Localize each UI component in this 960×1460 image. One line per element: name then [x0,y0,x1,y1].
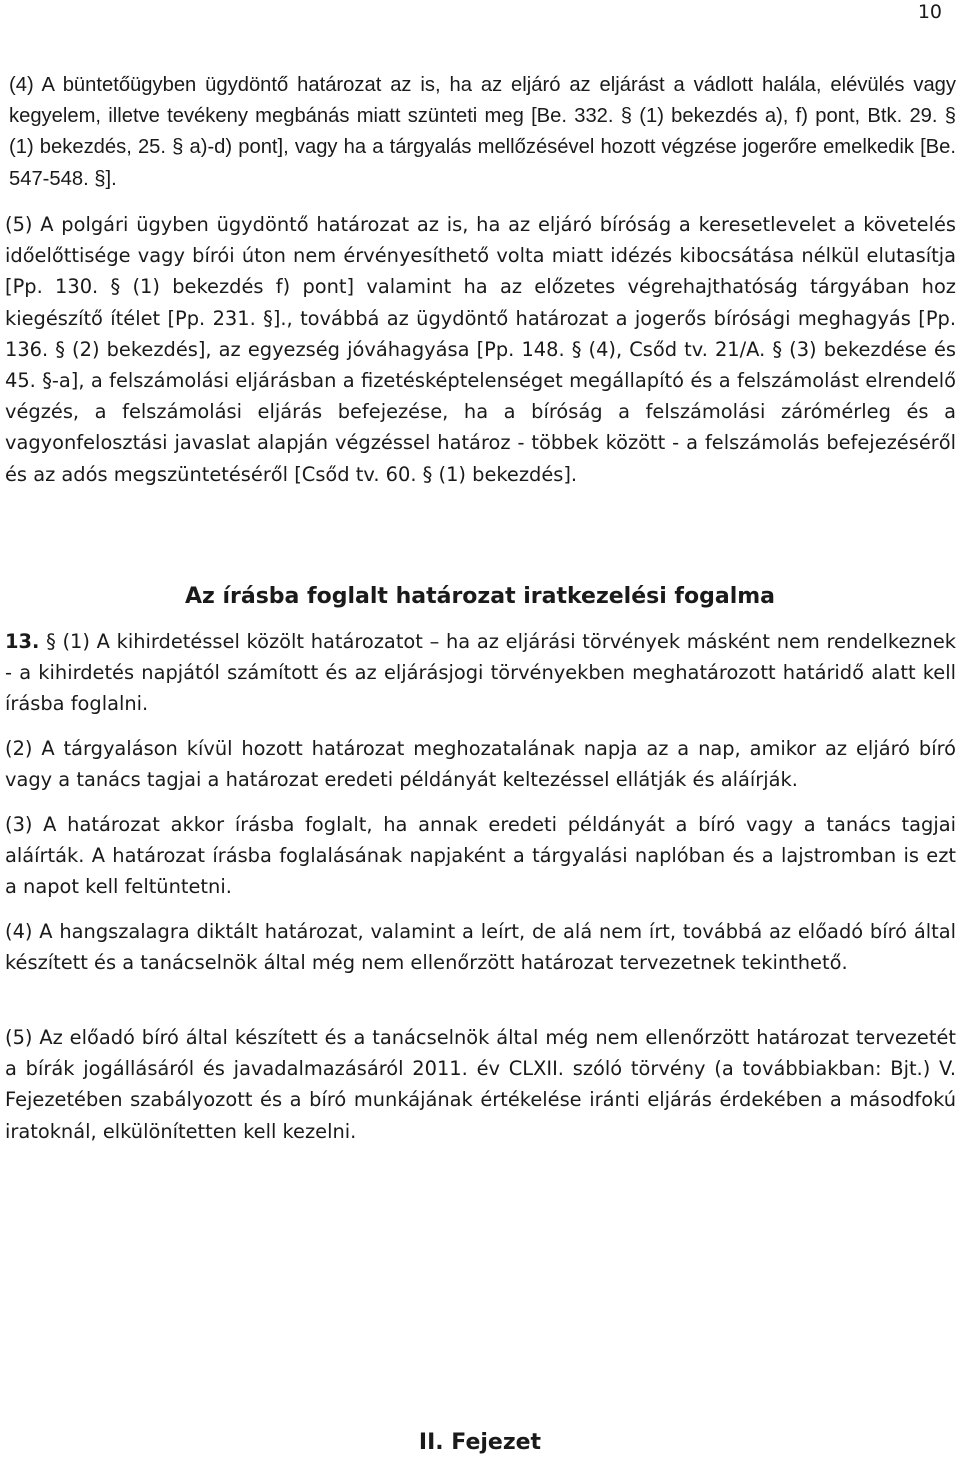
article-13-paragraph-1-text: § (1) A kihirdetéssel közölt határozatot – ha az eljárási törvények másként nem rendelkeznek - a kihirdetés napjától számított és az eljárásjogi törvényekben meghatározott határidő alatt kell írásba foglalni. [5,630,956,716]
article-13-paragraph-3: (3) A határozat akkor írásba foglalt, ha annak eredeti példányát a bíró vagy a tanács tagjai aláírták. A határozat írásba foglalásának napjaként a tárgyalási naplóban és a lajstromban is ezt a napot kell feltüntetni. [5,813,956,899]
chapter-heading: II. Fejezet [418,1430,542,1455]
article-13-paragraph-1 [5,626,956,720]
article-13-paragraph-4: (4) A hangszalagra diktált határozat, valamint a leírt, de alá nem írt, továbbá az előadó bíró által készített és a tanácselnök által még nem ellenőrzött határozat tervezetnek tekinthető. [5,920,956,975]
article-13-paragraph-2: (2) A tárgyaláson kívül hozott határozat meghozatalának napja az a nap, amikor az eljáró bíró vagy a tanács tagjai a határozat eredeti példányát keltezéssel ellátják és aláírják. [5,737,956,792]
section-heading: Az írásba foglalt határozat iratkezelési fogalma [184,584,776,609]
paragraph-civil-case: (5) A polgári ügyben ügydöntő határozat az is, ha az eljáró bíróság a keresetlevelet a követelés időelőttisége vagy bírói úton nem érvényesíthető volta miatt idézés kibocsátása nélkül elutasítja [Pp. 130. § (1) bekezdés f) pont] valamint ha az előzetes végrehajthatóság tárgyában hoz kiegészítő ítélet [Pp. 231. §]., továbbá az ügydöntő határozat a jogerős bírósági meghagyás [Pp. 136. § (2) bekezdés], az egyezség jóváhagyása [Pp. 148. § (4), Csőd tv. 21/A. § (3) bekezdése és 45. §-a], a felszámolási eljárásban a fizetésképtelenséget megállapító és a felszámolást elrendelő végzés, a felszámolási eljárás befejezése, ha a bíróság a felszámolási zárómérleg és a vagyonfelosztási javaslat alapján végzéssel határoz - többek között - a felszámolás befejezéséről és az adós megszüntetéséről [Csőd tv. 60. § (1) bekezdés]. [5,213,956,486]
article-13-paragraph-5: (5) Az előadó bíró által készített és a tanácselnök által még nem ellenőrzött határozat tervezetét a bírák jogállásáról és javadalmazásáról 2011. év CLXII. szóló törvény (a továbbiakban: Bjt.) V. Fejezetében szabályozott és a bíró munkájának értékelése iránti eljárás érdekében a másodfokú iratoknál, elkülönítetten kell kezelni. [5,1026,956,1143]
paragraph-criminal-case: (4) A büntetőügyben ügydöntő határozat az is, ha az eljáró az eljárást a vádlott halála, elévülés vagy kegyelem, illetve tevékeny megbánás miatt szünteti meg [Be. 332. § (1) bekezdés a), f) pont, Btk. 29. § (1) bekezdés, 25. § a)-d) pont], vagy ha a tárgyalás mellőzésével hozott végzése jogerőre emelkedik [Be. 547-548. §]. [9,74,956,190]
page-number: 10 [917,1,942,23]
article-number: 13. [5,630,40,653]
